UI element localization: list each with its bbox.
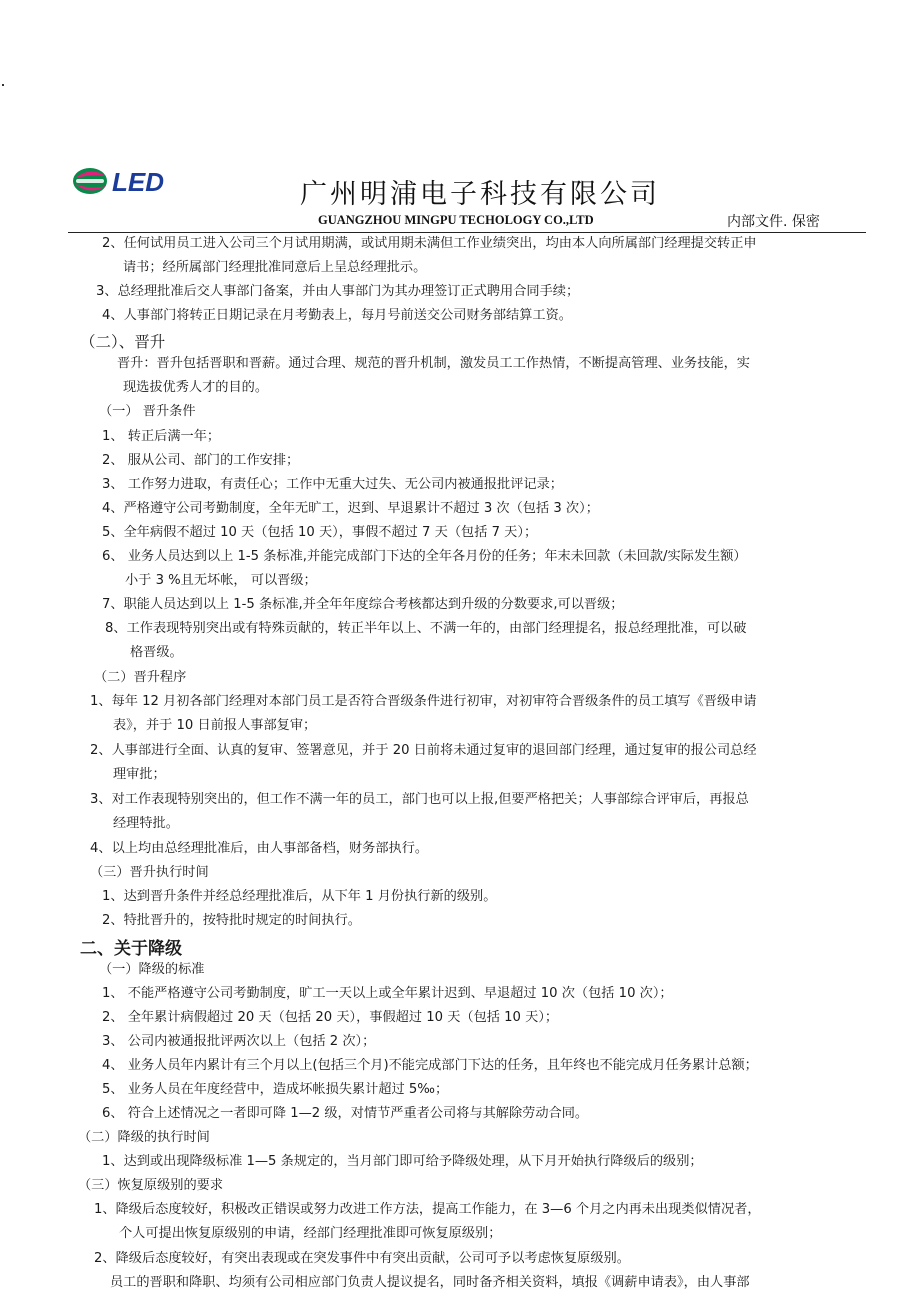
text-line: 2、任何试用员工进入公司三个月试用期满，或试用期未满但工作业绩突出，均由本人向所属部门经理提交转正申 (102, 236, 757, 251)
list-item: 1、达到或出现降级标准 1—5 条规定的，当月部门即可给予降级处理，从下月开始执行降级后的级别； (102, 1154, 703, 1169)
list-item: 1、达到晋升条件并经总经理批准后，从下年 1 月份执行新的级别。 (102, 889, 497, 904)
company-name-en: GUANGZHOU MINGPU TECHOLOGY CO.,LTD (318, 213, 594, 227)
list-item: 6、 符合上述情况之一者即可降 1—2 级，对情节严重者公司将与其解除劳动合同。 (102, 1106, 589, 1121)
text-line: 理审批； (113, 767, 166, 782)
stray-dot (2, 84, 4, 86)
company-logo (72, 164, 192, 198)
subsection-heading: （二）晋升程序 (94, 670, 187, 685)
company-name-cn: 广州明浦电子科技有限公司 (300, 179, 660, 210)
list-item: 8、工作表现特别突出或有特殊贡献的，转正半年以上、不满一年的，由部门经理提名，报总经理批准，可以破 (105, 621, 747, 636)
list-item: 5、全年病假不超过 10 天（包括 10 天），事假不超过 7 天（包括 7 天）； (102, 525, 538, 540)
list-item: 3、对工作表现特别突出的，但工作不满一年的员工，部门也可以上报,但要严格把关；人事部综合评审后，再报总 (90, 792, 749, 807)
text-line: 格晋级。 (130, 645, 183, 660)
list-item: 2、特批晋升的，按特批时规定的时间执行。 (102, 913, 361, 928)
text-line: 4、人事部门将转正日期记录在月考勤表上，每月号前送交公司财务部结算工资。 (102, 308, 572, 323)
section-heading: 二、关于降级 (80, 939, 182, 959)
document-header (0, 150, 920, 234)
subsection-heading: （三）恢复原级别的要求 (78, 1178, 224, 1193)
list-item: 2、 全年累计病假超过 20 天（包括 20 天），事假超过 10 天（包括 10 天）； (102, 1010, 559, 1025)
list-item: 3、 公司内被通报批评两次以上（包括 2 次）； (102, 1034, 376, 1049)
list-item: 7、职能人员达到以上 1-5 条标准,并全年年度综合考核都达到升级的分数要求,可以晋级； (102, 597, 624, 612)
text-line: 个人可提出恢复原级别的申请，经部门经理批准即可恢复原级别； (119, 1226, 502, 1241)
list-item: 5、 业务人员在年度经营中，造成坏帐损失累计超过 5‰； (102, 1082, 449, 1097)
confidential-label: 内部文件. 保密 (727, 214, 820, 230)
logo-text: LED (112, 167, 164, 197)
list-item: 2、降级后态度较好，有突出表现或在突发事件中有突出贡献，公司可予以考虑恢复原级别。 (94, 1251, 630, 1266)
list-item: 4、以上均由总经理批准后，由人事部备档，财务部执行。 (90, 841, 429, 856)
list-item: 4、 业务人员年内累计有三个月以上(包括三个月)不能完成部门下达的任务，且年终也不能完成月任务累计总额； (102, 1058, 758, 1073)
list-item: 1、降级后态度较好，积极改正错误或努力改进工作方法，提高工作能力，在 3—6 个月之内再未出现类似情况者， (94, 1202, 761, 1217)
text-line: 员工的晋职和降职、均须有公司相应部门负责人提议提名，同时备齐相关资料，填报《调薪申请表》，由人事部 (110, 1275, 750, 1290)
list-item: 1、每年 12 月初各部门经理对本部门员工是否符合晋级条件进行初审，对初审符合晋级条件的员工填写《晋级申请 (90, 694, 757, 709)
subsection-heading: （二）降级的执行时间 (78, 1130, 210, 1145)
list-item: 4、严格遵守公司考勤制度，全年无旷工，迟到、早退累计不超过 3 次（包括 3 次）； (102, 501, 599, 516)
subsection-heading: （一） 晋升条件 (99, 404, 196, 419)
list-item: 1、 转正后满一年； (102, 429, 221, 444)
text-line: 3、总经理批准后交人事部门备案，并由人事部门为其办理签订正式聘用合同手续； (96, 284, 580, 299)
subsection-heading: （三）晋升执行时间 (90, 865, 209, 880)
list-item: 2、 服从公司、部门的工作安排； (102, 453, 300, 468)
list-item: 2、人事部进行全面、认真的复审、签署意见，并于 20 日前将未通过复审的退回部门经理，通过复审的报公司总经 (90, 743, 757, 758)
header-divider (68, 232, 866, 233)
text-line: 表》，并于 10 日前报人事部复审； (113, 718, 317, 733)
text-line: 小于 3 %且无坏帐， 可以晋级； (125, 573, 317, 588)
subsection-heading: （一）降级的标准 (99, 962, 205, 977)
list-item: 1、 不能严格遵守公司考勤制度，旷工一天以上或全年累计迟到、早退超过 10 次（包括 10 次）； (102, 986, 673, 1001)
text-line: 经理特批。 (113, 816, 179, 831)
text-line: 晋升：晋升包括晋职和晋薪。通过合理、规范的晋升机制，激发员工工作热情，不断提高管理、业务技能，实 (117, 356, 750, 371)
text-line: 请书；经所属部门经理批准同意后上呈总经理批示。 (123, 260, 427, 275)
text-line: 现选拔优秀人才的目的。 (123, 380, 269, 395)
list-item: 6、 业务人员达到以上 1-5 条标准,并能完成部门下达的全年各月份的任务；年末未回款（未回款/实际发生额） (102, 549, 747, 564)
section-heading: （二）、晋升 (80, 333, 166, 351)
list-item: 3、 工作努力进取，有责任心；工作中无重大过失、无公司内被通报批评记录； (102, 477, 563, 492)
